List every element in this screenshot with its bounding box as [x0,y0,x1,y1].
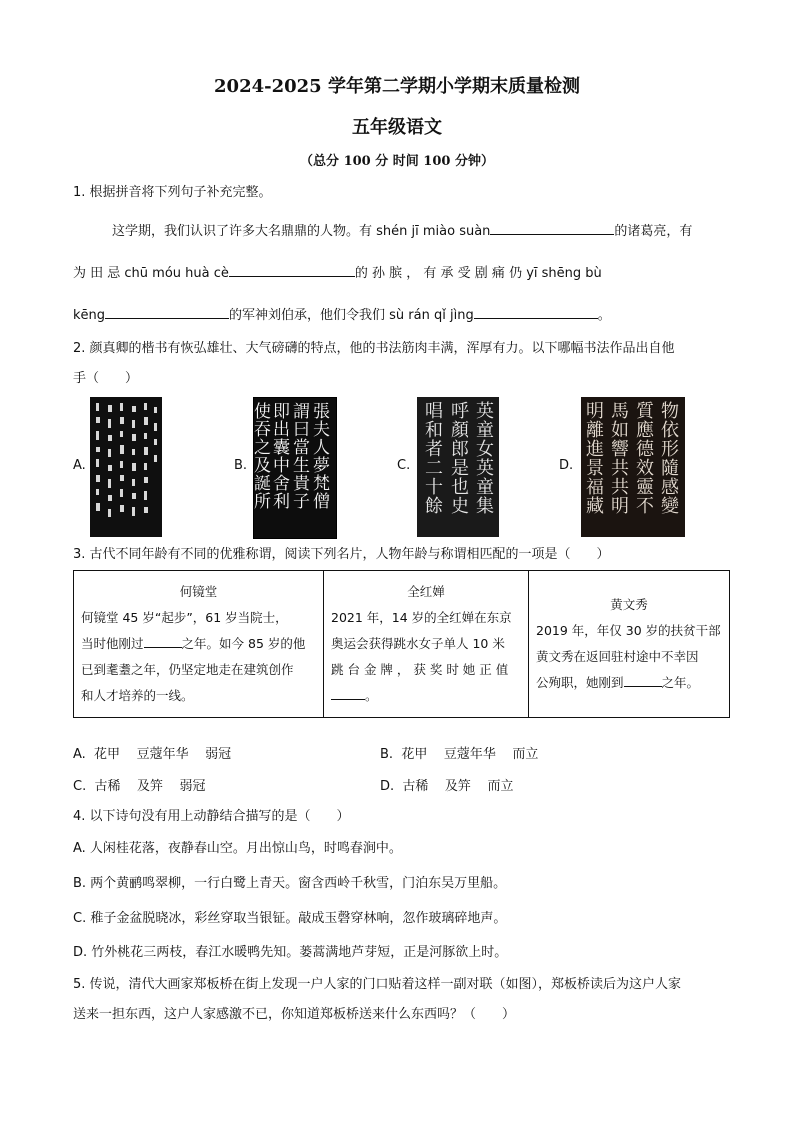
q4-option-a[interactable]: A. 人闲桂花落，夜静春山空。月出惊山鸟，时鸣春涧中。 [73,841,402,856]
card-text: 黄文秀在返回驻村途中不幸因 [536,649,699,664]
card-text: 跳 台 金 牌 ， 获 奖 时 她 正 值 [331,662,509,677]
card-text-with-blank [331,683,521,709]
name-cards-table [73,570,730,718]
card-text: 2021 年，14 岁的全红婵在东京 [331,610,512,625]
q1-line-3-end: 。 [597,308,611,323]
q1-line-2-tail: 的 孙 膑 ， 有 承 受 剧 痛 仍 yī shēng bù [354,266,602,281]
name-card [74,571,324,718]
q5-stem-line-2: 送来一担东西，这户人家感激不已，你知道郑板桥送来什么东西吗？（ ） [73,1007,516,1022]
calligraphy-col-c2: 呼顏郎是也史 [448,401,469,515]
q1-line-1-text: 这学期，我们认识了许多大名鼎鼎的人物。有 shén jī miào suàn [112,224,491,239]
q2-option-d-calligraphy-image[interactable] [581,397,685,537]
calligraphy-col-d1: 物依形隨感變 [658,401,679,515]
q2-option-a-label[interactable]: A. [73,458,86,473]
card-name: 全红婵 [407,584,445,599]
calligraphy-col-b1: 張夫人夢梵僧 [309,402,329,510]
q3-option-a[interactable]: A. 花甲 豆蔻年华 弱冠 [73,747,232,762]
q4-option-b[interactable]: B. 两个黄鹂鸣翠柳，一行白鹭上青天。窗含西岭千秋雪，门泊东吴万里船。 [73,876,507,891]
q3-option-b[interactable]: B. 花甲 豆蔻年华 而立 [380,747,539,762]
calligraphy-texture-a [90,397,162,537]
card-text: 已到耄耋之年，仍坚定地走在建筑创作 [81,662,294,677]
q1-line-3-mid: 的军神刘伯承，他们令我们 sù rán qǐ jìng [229,308,474,323]
q1-line-1-tail: 的诸葛亮，有 [614,224,693,239]
q2-stem-line-1: 2. 颜真卿的楷书有恢弘雄壮、大气磅礴的特点，他的书法筋肉丰满，浑厚有力。以下哪幅书法作品出自他 [73,341,675,356]
calligraphy-col-b3: 即出囊中舍利 [269,402,289,510]
calligraphy-col-c1: 英童女英童集 [473,401,494,515]
q4-option-c[interactable]: C. 稚子金盆脱晓冰，彩丝穿取当银钲。敲成玉磬穿林响，忽作玻璃碎地声。 [73,911,507,926]
name-card [324,571,529,718]
card-text: 之年。如今 85 岁的他 [181,636,306,651]
calligraphy-col-d4: 明離進景福藏 [583,401,604,515]
q1-line-3-text: kēng [73,308,106,323]
exam-title: 2024-2025 学年第二学期小学期末质量检测 [214,76,580,97]
calligraphy-col-c3: 唱和者二十餘 [422,401,443,515]
q3-option-d[interactable]: D. 古稀 及笄 而立 [380,779,514,794]
card-name: 何镜堂 [179,584,218,599]
q1-line-2-text: 为 田 忌 chū móu huà cè [73,266,229,281]
card-text: 公殉职，她刚到 [536,675,624,690]
q3-stem: 3. 古代不同年龄有不同的优雅称谓，阅读下列名片，人物年龄与称谓相匹配的一项是（ ） [73,547,610,562]
card-text: 和人才培养的一线。 [81,688,194,703]
card-text: 何镜堂 45 岁“起步”，61 岁当院士， [81,610,288,625]
answer-blank[interactable] [105,304,229,319]
q4-option-d[interactable]: D. 竹外桃花三两枝，春江水暖鸭先知。蒌蒿满地芦芽短，正是河豚欲上时。 [73,945,508,960]
card-text: 之年。 [661,675,700,690]
exam-note: （总分 100 分 时间 100 分钟） [300,154,494,169]
card-text: 奥运会获得跳水女子单人 10 米 [331,636,505,651]
q2-option-b-label[interactable]: B. [234,458,248,473]
q2-stem-line-2: 手（ ） [73,371,139,386]
calligraphy-col-d2: 質應德效靈不 [633,401,654,515]
q1-line-2 [73,262,723,283]
calligraphy-col-b4: 使吞之及誕所 [250,402,270,510]
answer-blank[interactable] [331,687,365,700]
q4-stem: 4. 以下诗句没有用上动静结合描写的是（ ） [73,809,350,824]
card-text: 2019 年，年仅 30 岁的扶贫干部 [536,623,721,638]
answer-blank[interactable] [474,304,598,319]
card-text-with-blank [536,670,722,696]
q2-option-a-calligraphy-image[interactable] [90,397,162,537]
answer-blank[interactable] [144,635,182,648]
answer-blank[interactable] [229,262,355,277]
calligraphy-col-d3: 馬如響共共明 [608,401,629,515]
q2-option-c-label[interactable]: C. [397,458,411,473]
q5-stem-line-1: 5. 传说，清代大画家郑板桥在街上发现一户人家的门口贴着这样一副对联（如图），郑板桥读后为这户人家 [73,977,682,992]
card-text-with-blank [81,631,316,657]
q2-option-c-calligraphy-image[interactable] [417,397,499,537]
q2-option-d-label[interactable]: D. [559,458,574,473]
exam-subtitle: 五年级语文 [352,117,442,138]
q3-option-c[interactable]: C. 古稀 及笄 弱冠 [73,779,206,794]
card-name: 黄文秀 [610,597,648,612]
q1-stem: 1. 根据拼音将下列句子补充完整。 [73,185,272,200]
card-text: 。 [365,688,378,703]
q2-option-b-calligraphy-image[interactable] [250,397,337,539]
q1-line-3 [73,304,723,325]
card-text: 当时他刚过 [81,636,144,651]
answer-blank[interactable] [624,674,662,687]
q1-line-1 [112,220,722,241]
answer-blank[interactable] [490,220,614,235]
name-card [529,571,730,718]
calligraphy-col-b2: 謂曰當生貴子 [289,402,309,510]
